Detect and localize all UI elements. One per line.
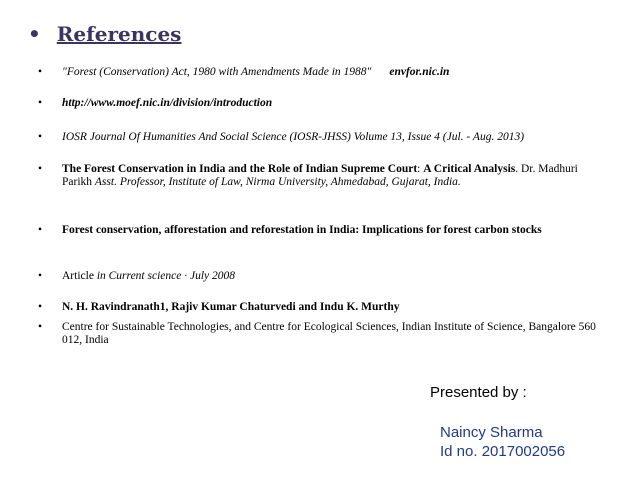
- reference-item-4: [38, 163, 598, 189]
- reference-item-2: [38, 97, 598, 110]
- reference-item-6: [38, 270, 598, 283]
- reference-text: IOSR Journal Of Humanities And Social Science (IOSR-JHSS) Volume 13, Issue 4 (Jul. - Aug. 2013): [62, 131, 525, 143]
- bullet: •: [38, 163, 43, 175]
- reference-url[interactable]: envfor.nic.in: [389, 66, 450, 78]
- article-prefix: Article: [62, 270, 94, 282]
- bullet: •: [38, 131, 43, 143]
- reference-url[interactable]: http://www.moef.nic.in/division/introduction: [62, 97, 273, 109]
- reference-item-8: [38, 321, 598, 347]
- reference-item-3: [38, 131, 598, 144]
- references-title: References: [56, 22, 182, 46]
- bullet: •: [38, 66, 43, 78]
- presenter-id: Id no. 2017002056: [440, 443, 566, 460]
- affiliation: Centre for Sustainable Technologies, and Centre for Ecological Sciences, Indian Institute of Science, Bangalore 560 012, India: [62, 321, 596, 346]
- bullet: •: [38, 301, 43, 313]
- article-source: in Current science · July 2008: [96, 270, 235, 282]
- authors: N. H. Ravindranath1, Rajiv Kumar Chaturvedi and Indu K. Murthy: [62, 301, 400, 313]
- author-name: Dr. Madhuri Parikh: [62, 163, 578, 188]
- presenter-block: [440, 423, 565, 461]
- paper-title: The Forest Conservation in India and the Role of Indian Supreme Court: [62, 163, 418, 175]
- reference-item-1: [38, 66, 598, 79]
- title-separator: :: [417, 163, 421, 175]
- reference-text: "Forest (Conservation) Act, 1980 with Amendments Made in 1988": [62, 66, 372, 78]
- bullet: •: [38, 321, 43, 333]
- paper-subtitle: A Critical Analysis: [423, 163, 516, 175]
- presented-by-label: Presented by :: [430, 384, 527, 401]
- reference-item-5: [38, 224, 598, 237]
- references-heading: [28, 22, 181, 46]
- author-affiliation: Asst. Professor, Institute of Law, Nirma University, Ahmedabad, Gujarat, India.: [94, 176, 461, 188]
- bullet: •: [38, 97, 43, 109]
- reference-item-7: [38, 301, 598, 314]
- title-period: .: [515, 163, 519, 175]
- bullet: •: [38, 270, 43, 282]
- bullet: •: [38, 224, 43, 236]
- bullet: •: [28, 22, 41, 46]
- reference-text: Forest conservation, afforestation and reforestation in India: Implications for forest carbon stocks: [62, 224, 542, 236]
- presenter-name: Naincy Sharma: [440, 424, 543, 441]
